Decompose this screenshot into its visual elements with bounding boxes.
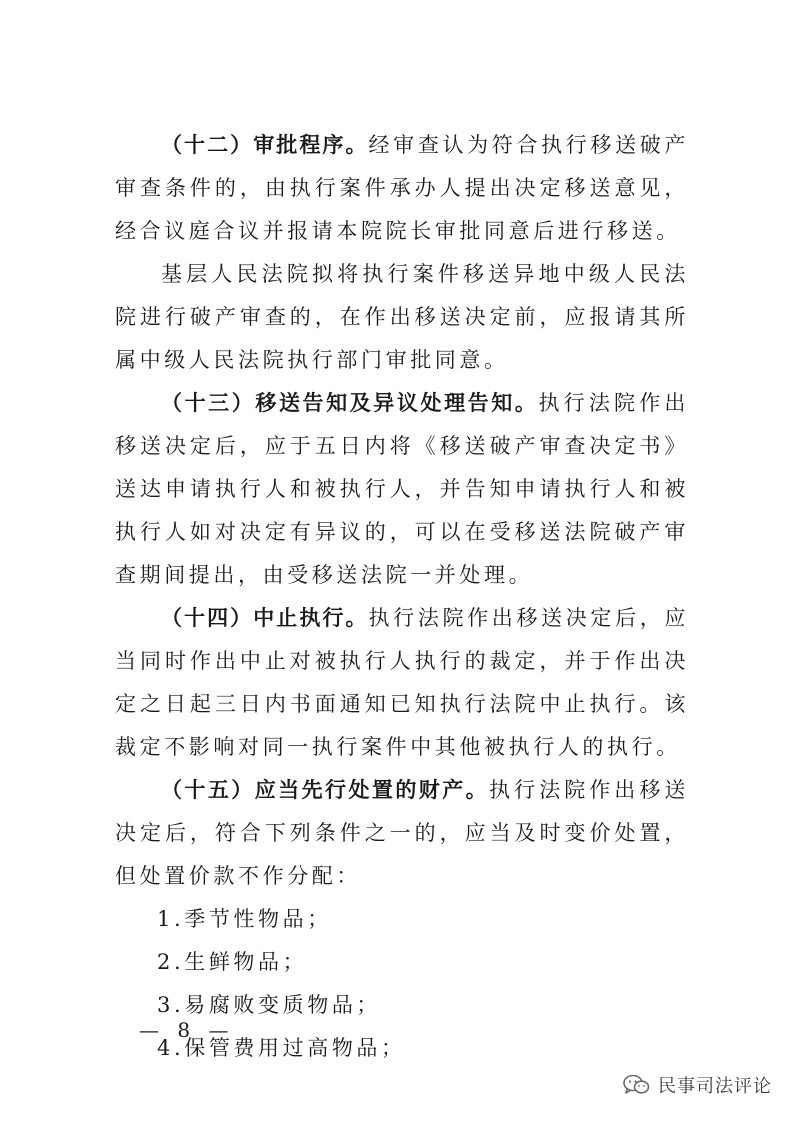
document-body: [115, 124, 689, 1070]
source-watermark: [622, 1071, 772, 1099]
paragraph-text: 执行法院作出移送决定后，应于五日内将《移送破产审查决定书》送达申请执行人和被执行人，并告知申请执行人和被执行人如对决定有异议的，可以在受移送法院破产审查期间提出，由受移送法院一并处理。: [115, 391, 690, 587]
watermark-text: 民事司法评论: [658, 1076, 772, 1097]
heading-15: （十五）应当先行处置的财产。: [161, 778, 490, 802]
list-item: 3.易腐败变质物品；: [157, 993, 382, 1017]
paragraph-text: 基层人民法院拟将执行案件移送异地中级人民法院进行破产审查的，在作出移送决定前，应报请其所属中级人民法院执行部门审批同意。: [115, 262, 689, 372]
list-item: 4.保管费用过高物品；: [157, 1036, 406, 1060]
wechat-icon: [622, 1073, 652, 1097]
page-number: — 8 —: [139, 1018, 235, 1042]
paragraph-14: [115, 597, 689, 769]
heading-12: （十二）审批程序。: [161, 133, 369, 157]
paragraph-text: 经审查认为符合执行移送破产审查条件的，由执行案件承办人提出决定移送意见，经合议庭合议并报请本院院长审批同意后进行移送。: [115, 133, 689, 243]
list-item: 2.生鲜物品；: [157, 950, 308, 974]
paragraph-12-supplement: [115, 253, 689, 382]
heading-14: （十四）中止执行。: [161, 606, 369, 630]
paragraph-12: [115, 124, 689, 253]
heading-13: （十三）移送告知及异议处理告知。: [161, 391, 539, 415]
paragraph-13: [115, 382, 689, 597]
paragraph-text: 执行法院作出移送决定后，应当同时作出中止对被执行人执行的裁定，并于作出决定之日起三日内书面通知已知执行法院中止执行。该裁定不影响对同一执行案件中其他被执行人的执行。: [115, 606, 689, 759]
paragraph-15: [115, 769, 689, 898]
list-item: 1.季节性物品；: [157, 907, 332, 931]
paragraph-text: 执行法院作出移送决定后，符合下列条件之一的，应当及时变价处置，但处置价款不作分配：: [115, 778, 689, 888]
